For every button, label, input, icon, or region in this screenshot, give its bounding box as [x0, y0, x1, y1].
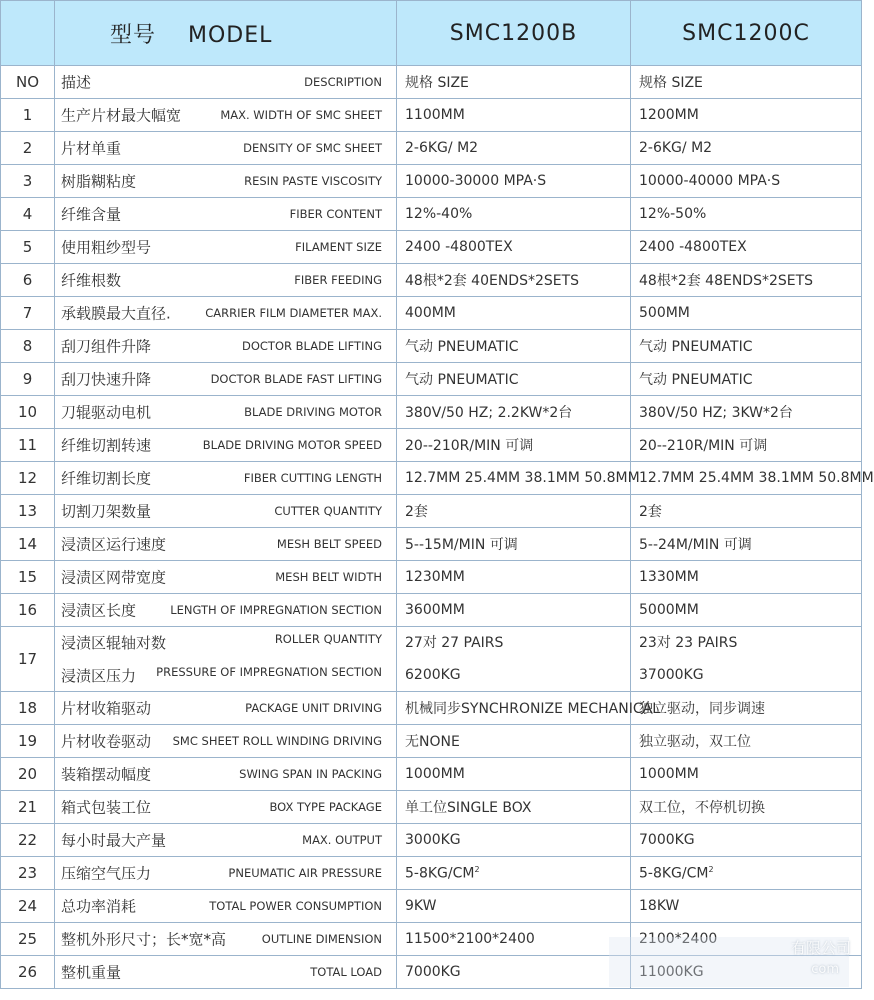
smc1200b-value: 400MM — [397, 297, 631, 330]
description-cell — [55, 791, 397, 824]
description-en: OUTLINE DIMENSION — [261, 932, 382, 946]
row-number: 8 — [1, 330, 55, 363]
description-zh: 描述 — [61, 73, 92, 92]
smc1200b-value: 气动 PNEUMATIC — [397, 330, 631, 363]
description-cell — [55, 396, 397, 429]
row-number: 5 — [1, 231, 55, 264]
description-en: BLADE DRIVING MOTOR SPEED — [202, 438, 382, 452]
description-en: DESCRIPTION — [304, 75, 382, 89]
value-line: 23对 23 PAIRS — [639, 635, 738, 651]
description-cell — [55, 725, 397, 758]
table-row — [1, 725, 862, 758]
description-cell — [55, 132, 397, 165]
row-number: 20 — [1, 758, 55, 791]
description-cell — [55, 297, 397, 330]
smc1200b-value: 5--15M/MIN 可调 — [397, 528, 631, 561]
table-row — [1, 561, 862, 594]
row-number: NO — [1, 66, 55, 99]
table-row — [1, 890, 862, 923]
description-en: RESIN PASTE VISCOSITY — [244, 174, 382, 188]
table-row — [1, 824, 862, 857]
description-cell — [55, 165, 397, 198]
description-zh: 刮刀快速升降 — [61, 370, 152, 389]
smc1200b-value: 1000MM — [397, 758, 631, 791]
row-number: 15 — [1, 561, 55, 594]
smc1200b-value: 48根*2套 40ENDS*2SETS — [397, 264, 631, 297]
smc1200c-value: 2套 — [631, 495, 862, 528]
description-en: ROLLER QUANTITY — [274, 632, 382, 646]
smc1200b-value — [397, 627, 631, 692]
smc1200b-value: 3600MM — [397, 594, 631, 627]
description-cell — [55, 561, 397, 594]
row-number: 6 — [1, 264, 55, 297]
description-zh: 整机外形尺寸；长*宽*高 — [61, 930, 227, 949]
table-row — [1, 791, 862, 824]
smc1200c-value: 2-6KG/ M2 — [631, 132, 862, 165]
description-en: SWING SPAN IN PACKING — [239, 767, 382, 781]
table-row — [1, 297, 862, 330]
smc1200b-value: 规格 SIZE — [397, 66, 631, 99]
description-cell — [55, 198, 397, 231]
smc1200b-value: $5-8KG/CM^2$ — [397, 857, 631, 890]
row-number: 19 — [1, 725, 55, 758]
description-zh: 浸渍区运行速度 — [61, 535, 167, 554]
table-row — [1, 198, 862, 231]
table-row — [1, 857, 862, 890]
smc1200b-value: 7000KG — [397, 956, 631, 989]
description-en: PNEUMATIC AIR PRESSURE — [228, 866, 382, 880]
description-zh: 承载膜最大直径. — [61, 304, 171, 323]
table-row — [1, 692, 862, 725]
description-cell — [55, 495, 397, 528]
description-zh: 树脂糊粘度 — [61, 172, 137, 191]
description-zh: 箱式包装工位 — [61, 798, 152, 817]
smc1200c-value — [631, 627, 862, 692]
description-en: PRESSURE OF IMPREGNATION SECTION — [156, 665, 382, 679]
description-cell — [55, 462, 397, 495]
row-number: 1 — [1, 99, 55, 132]
table-row — [1, 758, 862, 791]
watermark-text: 有限公司 — [790, 939, 851, 957]
row-number: 2 — [1, 132, 55, 165]
description-cell — [55, 758, 397, 791]
row-number: 18 — [1, 692, 55, 725]
table-row — [1, 396, 862, 429]
description-cell — [55, 330, 397, 363]
description-cell — [55, 824, 397, 857]
description-zh: 纤维切割转速 — [61, 436, 152, 455]
row-number: 13 — [1, 495, 55, 528]
description-zh: 每小时最大产量 — [61, 831, 167, 850]
table-row — [1, 264, 862, 297]
description-cell — [55, 627, 397, 692]
superscript: 2 — [708, 864, 714, 874]
smc1200c-value: 48根*2套 48ENDS*2SETS — [631, 264, 862, 297]
description-cell — [55, 363, 397, 396]
description-cell — [55, 99, 397, 132]
description-en: MAX. OUTPUT — [302, 833, 382, 847]
smc1200b-value: 气动 PNEUMATIC — [397, 363, 631, 396]
description-en: FILAMENT SIZE — [295, 240, 382, 254]
smc1200b-value: 380V/50 HZ; 2.2KW*2台 — [397, 396, 631, 429]
header-corner — [1, 1, 55, 66]
description-en: FIBER CONTENT — [289, 207, 382, 221]
header-model-zh: 型号 — [110, 22, 157, 48]
value-line: 27对 27 PAIRS — [405, 635, 504, 651]
smc1200c-value: 气动 PNEUMATIC — [631, 330, 862, 363]
description-en: TOTAL POWER CONSUMPTION — [209, 899, 382, 913]
description-zh: 压缩空气压力 — [61, 864, 152, 883]
description-zh: 片材收卷驱动 — [61, 732, 152, 751]
smc1200c-value: 1000MM — [631, 758, 862, 791]
description-en: DOCTOR BLADE LIFTING — [241, 339, 382, 353]
row-number: 7 — [1, 297, 55, 330]
smc1200c-value: $5-8KG/CM^2$ — [631, 857, 862, 890]
table-row — [1, 330, 862, 363]
smc1200b-value: 20--210R/MIN 可调 — [397, 429, 631, 462]
description-cell — [55, 692, 397, 725]
table-row — [1, 627, 862, 692]
smc1200c-value: 2400 -4800TEX — [631, 231, 862, 264]
description-zh: 纤维根数 — [61, 271, 122, 290]
smc1200b-value: 2400 -4800TEX — [397, 231, 631, 264]
row-number: 3 — [1, 165, 55, 198]
description-en: MESH BELT WIDTH — [275, 570, 382, 584]
smc1200b-value: 12.7MM 25.4MM 38.1MM 50.8MM — [397, 462, 631, 495]
smc1200c-value: 12.7MM 25.4MM 38.1MM 50.8MM — [631, 462, 862, 495]
description-cell — [55, 429, 397, 462]
description-cell — [55, 264, 397, 297]
row-number: 23 — [1, 857, 55, 890]
description-en: LENGTH OF IMPREGNATION SECTION — [170, 603, 382, 617]
smc1200b-value: 无NONE — [397, 725, 631, 758]
description-cell — [55, 66, 397, 99]
smc1200c-value: 规格 SIZE — [631, 66, 862, 99]
smc1200b-value: 3000KG — [397, 824, 631, 857]
description-zh: 浸渍区压力 — [61, 667, 137, 685]
smc1200b-value: 10000-30000 MPA·S — [397, 165, 631, 198]
header-row — [1, 1, 862, 66]
description-zh: 纤维切割长度 — [61, 469, 152, 488]
description-en: FIBER CUTTING LENGTH — [243, 471, 382, 485]
smc1200b-value: 11500*2100*2400 — [397, 923, 631, 956]
table-row — [1, 528, 862, 561]
description-en: FIBER FEEDING — [294, 273, 382, 287]
header-model — [55, 1, 397, 66]
description-cell — [55, 923, 397, 956]
row-number: 11 — [1, 429, 55, 462]
table-row — [1, 462, 862, 495]
row-number: 10 — [1, 396, 55, 429]
row-number: 14 — [1, 528, 55, 561]
smc1200c-value: 1200MM — [631, 99, 862, 132]
description-zh: 浸渍区辊轴对数 — [61, 634, 167, 652]
smc1200c-value: 1330MM — [631, 561, 862, 594]
description-cell — [55, 857, 397, 890]
description-cell — [55, 890, 397, 923]
description-en: DENSITY OF SMC SHEET — [243, 141, 382, 155]
table-row — [1, 66, 862, 99]
description-zh: 装箱摆动幅度 — [61, 765, 152, 784]
smc1200c-value: 独立驱动，同步调速 — [631, 692, 862, 725]
smc1200c-value: 380V/50 HZ; 3KW*2台 — [631, 396, 862, 429]
smc1200c-value: 2100*2400 — [631, 923, 862, 956]
header-model-en: MODEL — [188, 22, 273, 48]
superscript: 2 — [474, 864, 480, 874]
row-number: 4 — [1, 198, 55, 231]
description-cell — [55, 956, 397, 989]
table-row — [1, 132, 862, 165]
smc1200c-value: 11000KG — [631, 956, 862, 989]
value-line: 6200KG — [405, 667, 461, 683]
smc1200c-value: 20--210R/MIN 可调 — [631, 429, 862, 462]
description-zh: 使用粗纱型号 — [61, 238, 152, 257]
description-zh: 片材收箱驱动 — [61, 699, 152, 718]
description-zh: 浸渍区长度 — [61, 601, 137, 620]
smc1200b-value: 2-6KG/ M2 — [397, 132, 631, 165]
description-en: MAX. WIDTH OF SMC SHEET — [220, 108, 382, 122]
watermark-subtext: com — [811, 962, 839, 977]
description-en: SMC SHEET ROLL WINDING DRIVING — [172, 734, 382, 748]
description-en: DOCTOR BLADE FAST LIFTING — [210, 372, 382, 386]
description-zh: 总功率消耗 — [61, 897, 137, 916]
description-en: TOTAL LOAD — [310, 965, 382, 979]
description-cell — [55, 594, 397, 627]
row-number: 24 — [1, 890, 55, 923]
smc1200b-value: 单工位SINGLE BOX — [397, 791, 631, 824]
description-zh: 生产片材最大幅宽 — [61, 106, 182, 125]
smc1200c-value: 10000-40000 MPA·S — [631, 165, 862, 198]
row-number: 17 — [1, 627, 55, 692]
description-zh: 浸渍区网带宽度 — [61, 568, 167, 587]
table-row — [1, 363, 862, 396]
smc1200c-value: 气动 PNEUMATIC — [631, 363, 862, 396]
smc1200c-value: 12%-50% — [631, 198, 862, 231]
table-row — [1, 594, 862, 627]
row-number: 25 — [1, 923, 55, 956]
smc1200b-value: 2套 — [397, 495, 631, 528]
smc1200c-value: 500MM — [631, 297, 862, 330]
description-zh: 刮刀组件升降 — [61, 337, 152, 356]
description-zh: 纤维含量 — [61, 205, 122, 224]
row-number: 12 — [1, 462, 55, 495]
smc1200c-value: 5000MM — [631, 594, 862, 627]
smc1200c-value: 双工位，不停机切换 — [631, 791, 862, 824]
smc1200b-value: 机械同步SYNCHRONIZE MECHANICAL — [397, 692, 631, 725]
smc1200b-value: 1230MM — [397, 561, 631, 594]
smc1200b-value: 1100MM — [397, 99, 631, 132]
description-zh: 切割刀架数量 — [61, 502, 152, 521]
description-en: PACKAGE UNIT DRIVING — [245, 701, 382, 715]
description-en: MESH BELT SPEED — [276, 537, 382, 551]
description-en: CARRIER FILM DIAMETER MAX. — [205, 306, 382, 320]
description-zh: 刀辊驱动电机 — [61, 403, 152, 422]
description-zh: 整机重量 — [61, 963, 122, 982]
description-zh: 片材单重 — [61, 139, 122, 158]
smc1200b-value: 12%-40% — [397, 198, 631, 231]
table-row — [1, 231, 862, 264]
description-cell — [55, 528, 397, 561]
table-row — [1, 165, 862, 198]
row-number: 9 — [1, 363, 55, 396]
description-en: BOX TYPE PACKAGE — [269, 800, 382, 814]
table-row — [1, 429, 862, 462]
header-smc1200c: SMC1200C — [631, 1, 862, 66]
row-number: 22 — [1, 824, 55, 857]
value-line: 37000KG — [639, 667, 704, 683]
description-en: BLADE DRIVING MOTOR — [244, 405, 382, 419]
description-cell — [55, 231, 397, 264]
row-number: 26 — [1, 956, 55, 989]
row-number: 16 — [1, 594, 55, 627]
header-smc1200b: SMC1200B — [397, 1, 631, 66]
smc1200c-value: 独立驱动，双工位 — [631, 725, 862, 758]
table-row — [1, 495, 862, 528]
table-row — [1, 99, 862, 132]
smc1200c-value: 18KW — [631, 890, 862, 923]
description-en: CUTTER QUANTITY — [274, 504, 382, 518]
smc1200b-value: 9KW — [397, 890, 631, 923]
row-number: 21 — [1, 791, 55, 824]
smc1200c-value: 7000KG — [631, 824, 862, 857]
smc1200c-value: 5--24M/MIN 可调 — [631, 528, 862, 561]
